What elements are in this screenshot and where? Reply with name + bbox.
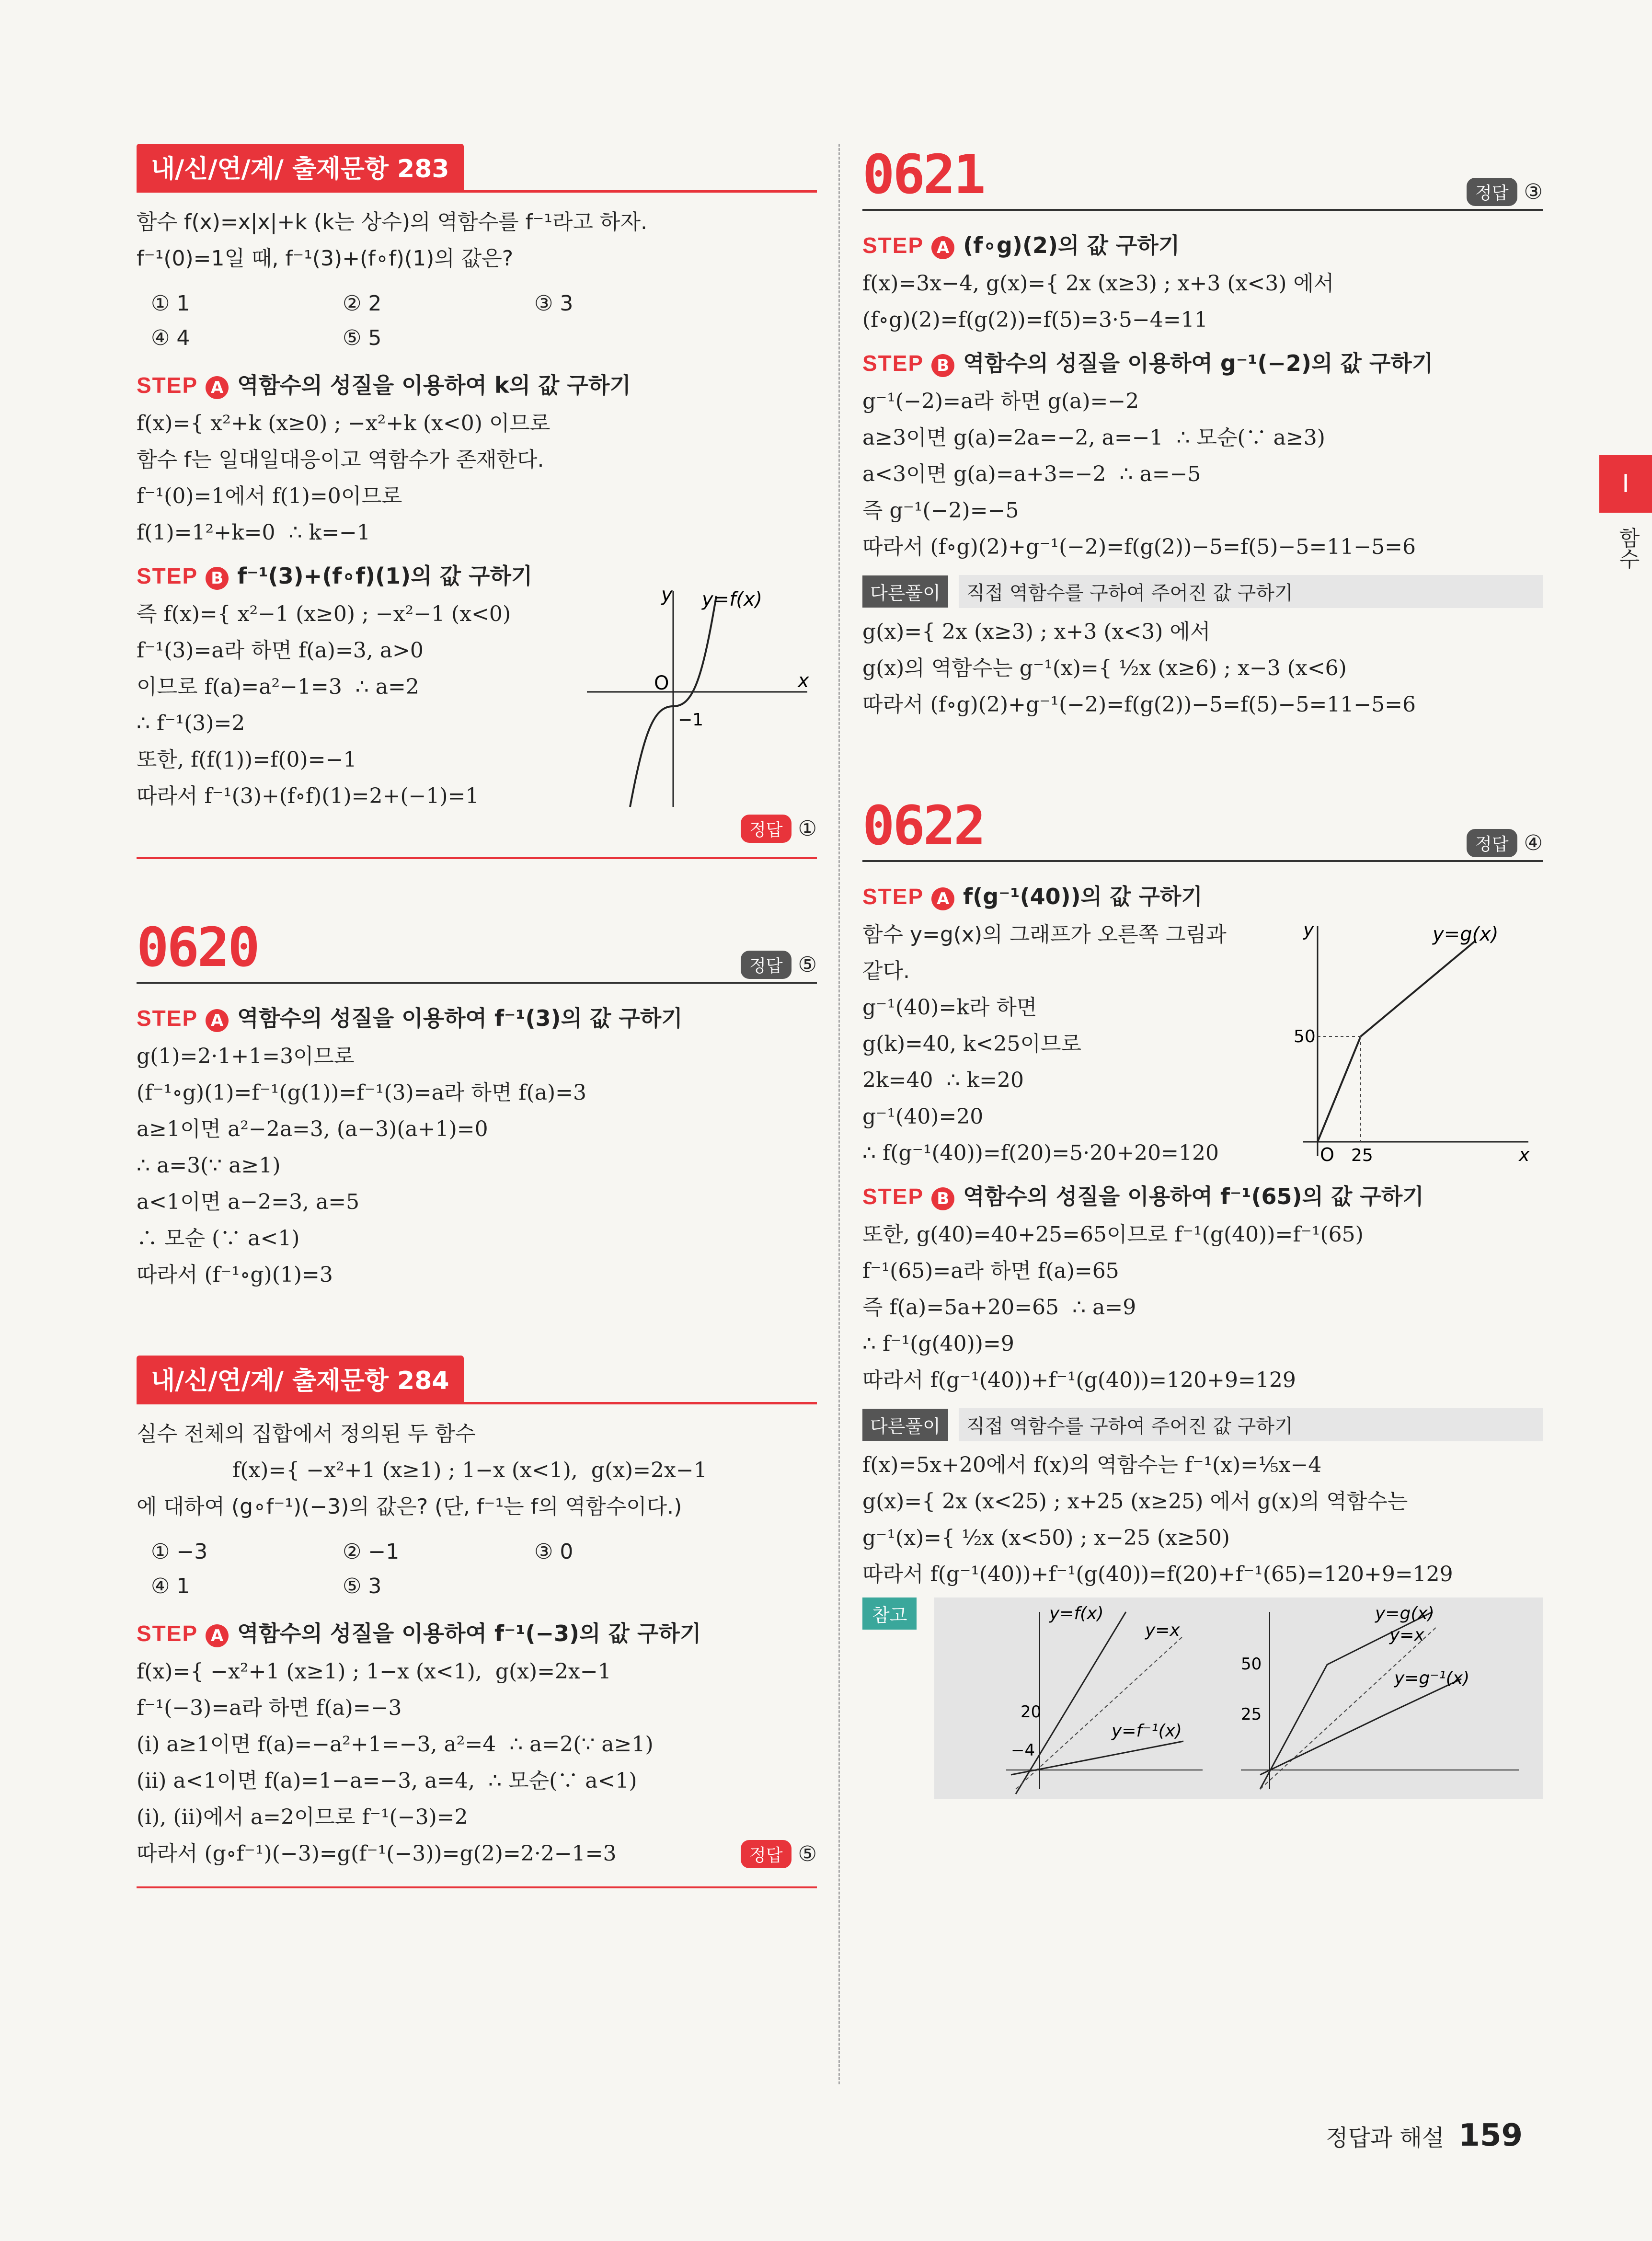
step-b-heading: STEP B f⁻¹(3)+(f∘f)(1)의 값 구하기 — [137, 563, 533, 589]
solution-line: a<3이면 g(a)=a+3=−2 ∴ a=−5 — [862, 462, 1201, 486]
problem-text: f⁻¹(0)=1일 때, f⁻¹(3)+(f∘f)(1)의 값은? — [137, 246, 514, 271]
solution-line: ∴ 모순 (∵ a<1) — [137, 1226, 300, 1251]
question-number: 0622 — [862, 795, 984, 857]
solution-line: g⁻¹(40)=k라 하면 — [862, 995, 1037, 1020]
problem-284-badge: 내/신/연/계/ 출제문항 284 — [137, 1356, 464, 1402]
y-axis-label: y — [661, 586, 673, 606]
tick-50: 50 — [1241, 1655, 1262, 1674]
reference-graphs — [934, 1597, 1543, 1799]
x-tick-label: 25 — [1351, 1146, 1373, 1165]
problem-text: 함수 f(x)=x|x|+k (k는 상수)의 역함수를 f⁻¹라고 하자. — [137, 210, 647, 234]
solution-line: 함수 f는 일대일대응이고 역함수가 존재한다. — [137, 448, 544, 472]
right-column — [862, 144, 1543, 1799]
step-b-heading: STEP B 역함수의 성질을 이용하여 f⁻¹(65)의 값 구하기 — [862, 1184, 1424, 1209]
solution-line: f⁻¹(−3)=a라 하면 f(a)=−3 — [137, 1696, 402, 1720]
solution-line: a≥3이면 g(a)=2a=−2, a=−1 ∴ 모순(∵ a≥3) — [862, 425, 1325, 450]
tick-20: 20 — [1021, 1702, 1042, 1722]
ginv-label: y=g⁻¹(x) — [1394, 1668, 1470, 1688]
solution-line: 따라서 f(g⁻¹(40))+f⁻¹(g(40))=120+9=129 — [862, 1368, 1296, 1392]
solution-line: 즉 f(x)={ x²−1 (x≥0) ; −x²−1 (x<0) — [137, 602, 511, 626]
answer: 정답 ① — [741, 815, 817, 843]
solution-line: 2k=40 ∴ k=20 — [862, 1068, 1024, 1092]
problem-text: f(x)={ −x²+1 (x≥1) ; 1−x (x<1), g(x)=2x−1 — [232, 1458, 707, 1483]
step-a-heading: STEP A 역함수의 성질을 이용하여 f⁻¹(3)의 값 구하기 — [137, 1005, 683, 1031]
step-a-heading: STEP A 역함수의 성질을 이용하여 k의 값 구하기 — [137, 372, 631, 398]
finv-label: y=f⁻¹(x) — [1112, 1721, 1182, 1741]
f-label: y=f(x) — [1049, 1604, 1104, 1623]
solution-line: (f⁻¹∘g)(1)=f⁻¹(g(1))=f⁻¹(3)=a라 하면 f(a)=3 — [137, 1080, 587, 1105]
solution-line: 같다. — [862, 959, 910, 983]
solution-line: a≥1이면 a²−2a=3, (a−3)(a+1)=0 — [137, 1117, 488, 1141]
solution-line: g(x)={ 2x (x≥3) ; x+3 (x<3) 에서 — [862, 620, 1211, 644]
problem-text: 실수 전체의 집합에서 정의된 두 함수 — [137, 1422, 476, 1446]
alternative-solution-header: 다른풀이 직접 역함수를 구하여 주어진 값 구하기 — [862, 575, 1543, 608]
cubic-graph-f — [577, 586, 817, 816]
curve-label: y=f(x) — [702, 588, 763, 610]
answer: 정답 ⑤ — [741, 951, 817, 979]
reference-box — [872, 1597, 1543, 1799]
solution-line: 또한, f(f(1))=f(0)=−1 — [137, 747, 357, 772]
question-0621 — [862, 144, 1543, 723]
solution-line: f⁻¹(65)=a라 하면 f(a)=65 — [862, 1259, 1119, 1283]
curve-label: y=g(x) — [1433, 923, 1499, 945]
origin-label: O — [654, 672, 669, 694]
problem-text: 에 대하여 (g∘f⁻¹)(−3)의 값은? (단, f⁻¹는 f의 역함수이다.) — [137, 1494, 682, 1519]
problem-283 — [137, 144, 817, 859]
step-a-heading: STEP A (f∘g)(2)의 값 구하기 — [862, 232, 1180, 258]
solution-line: f(1)=1²+k=0 ∴ k=−1 — [137, 520, 370, 545]
chapter-tab: Ⅰ — [1599, 455, 1652, 513]
page-footer — [1326, 2118, 1523, 2153]
solution-line: 즉 g⁻¹(−2)=−5 — [862, 498, 1019, 523]
step-a-heading: STEP A 역함수의 성질을 이용하여 f⁻¹(−3)의 값 구하기 — [137, 1620, 701, 1646]
solution-line: 이므로 f(a)=a²−1=3 ∴ a=2 — [137, 675, 419, 699]
solution-line: f⁻¹(3)=a라 하면 f(a)=3, a>0 — [137, 638, 424, 663]
y-tick-label: 50 — [1294, 1027, 1316, 1046]
question-number: 0620 — [137, 917, 258, 979]
solution-line: (ⅰ), (ⅱ)에서 a=2이므로 f⁻¹(−3)=2 — [137, 1805, 468, 1829]
solution-line: g⁻¹(−2)=a라 하면 g(a)=−2 — [862, 389, 1139, 414]
solution-line: 또한, g(40)=40+25=65이므로 f⁻¹(g(40))=f⁻¹(65) — [862, 1222, 1364, 1247]
solution-line: 즉 f(a)=5a+20=65 ∴ a=9 — [862, 1295, 1136, 1320]
column-divider — [838, 144, 840, 2084]
page-number: 159 — [1458, 2118, 1523, 2153]
tick-25: 25 — [1241, 1705, 1262, 1724]
solution-line: 따라서 (f⁻¹∘g)(1)=3 — [137, 1263, 333, 1287]
solution-line: g(k)=40, k<25이므로 — [862, 1032, 1082, 1056]
solution-line: 함수 y=g(x)의 그래프가 오른쪽 그림과 — [862, 922, 1227, 947]
solution-line: 따라서 (g∘f⁻¹)(−3)=g(f⁻¹(−3))=g(2)=2·2−1=3 — [137, 1841, 617, 1866]
choice: ④ 1 — [151, 1574, 190, 1598]
solution-line: g(x)={ 2x (x<25) ; x+25 (x≥25) 에서 g(x)의 역함수는 — [862, 1489, 1408, 1514]
solution-line: 따라서 f(g⁻¹(40))+f⁻¹(g(40))=f(20)+f⁻¹(65)=120+9=129 — [862, 1562, 1453, 1586]
choice-list — [151, 287, 817, 356]
problem-283-badge: 내/신/연/계/ 출제문항 283 — [137, 144, 464, 190]
x-axis-label: x — [1519, 1144, 1530, 1165]
g-label: y=g(x) — [1375, 1604, 1434, 1623]
answer: 정답 ③ — [1467, 178, 1543, 206]
question-number: 0621 — [862, 144, 984, 206]
solution-line: g(x)의 역함수는 g⁻¹(x)={ ½x (x≥6) ; x−3 (x<6) — [862, 656, 1347, 680]
choice: ⑤ 3 — [343, 1574, 382, 1598]
y-intercept-label: −1 — [678, 710, 704, 730]
yx-label-2: y=x — [1389, 1625, 1424, 1645]
question-0622 — [862, 795, 1543, 1799]
solution-line: ∴ a=3(∵ a≥1) — [137, 1153, 281, 1178]
problem-284 — [137, 1356, 817, 1888]
solution-line: ∴ f⁻¹(3)=2 — [137, 711, 245, 736]
tick-neg4: −4 — [1011, 1741, 1035, 1760]
choice: ① −3 — [151, 1540, 208, 1564]
solution-line: 따라서 (f∘g)(2)+g⁻¹(−2)=f(g(2))−5=f(5)−5=11−5=6 — [862, 535, 1416, 559]
y-axis-label: y — [1303, 919, 1314, 940]
x-axis-label: x — [798, 670, 809, 692]
solution-line: 따라서 (f∘g)(2)+g⁻¹(−2)=f(g(2))−5=f(5)−5=11−5=6 — [862, 692, 1416, 717]
solution-line: ∴ f⁻¹(g(40))=9 — [862, 1332, 1014, 1356]
solution-line: g⁻¹(40)=20 — [862, 1104, 984, 1129]
solution-line: a<1이면 a−2=3, a=5 — [137, 1190, 360, 1214]
choice: ③ 0 — [534, 1540, 574, 1564]
choice: ② −1 — [343, 1540, 400, 1564]
step-a-heading: STEP A f(g⁻¹(40))의 값 구하기 — [862, 884, 1203, 909]
choice: ② 2 — [343, 291, 382, 316]
choice-list — [151, 1535, 817, 1604]
solution-line: f(x)={ x²+k (x≥0) ; −x²+k (x<0) 이므로 — [137, 411, 551, 436]
solution-line: (ⅰ) a≥1이면 f(a)=−a²+1=−3, a²=4 ∴ a=2(∵ a≥1) — [137, 1732, 654, 1757]
solution-line: 따라서 f⁻¹(3)+(f∘f)(1)=2+(−1)=1 — [137, 784, 479, 808]
chapter-label: 함수 — [1615, 527, 1640, 569]
solution-line: f(x)=3x−4, g(x)={ 2x (x≥3) ; x+3 (x<3) 에서 — [862, 271, 1334, 296]
solution-line: f(x)={ −x²+1 (x≥1) ; 1−x (x<1), g(x)=2x−1 — [137, 1659, 611, 1684]
solution-line: f(x)=5x+20에서 f(x)의 역함수는 f⁻¹(x)=⅕x−4 — [862, 1453, 1322, 1477]
left-column — [137, 144, 817, 1888]
footer-label: 정답과 해설 — [1326, 2125, 1445, 2151]
choice: ① 1 — [151, 291, 190, 316]
choice: ③ 3 — [534, 291, 574, 316]
answer: 정답 ⑤ — [741, 1840, 817, 1868]
question-0620 — [137, 917, 817, 1293]
alternative-solution-header: 다른풀이 직접 역함수를 구하여 주어진 값 구하기 — [862, 1408, 1543, 1441]
piecewise-graph-g — [1289, 917, 1538, 1166]
yx-label: y=x — [1145, 1620, 1180, 1640]
solution-line: ∴ f(g⁻¹(40))=f(20)=5·20+20=120 — [862, 1141, 1219, 1165]
step-b-heading: STEP B 역함수의 성질을 이용하여 g⁻¹(−2)의 값 구하기 — [862, 350, 1434, 376]
origin-label: O — [1320, 1144, 1334, 1165]
solution-line: g⁻¹(x)={ ½x (x<50) ; x−25 (x≥50) — [862, 1526, 1230, 1550]
solution-line: (ⅱ) a<1이면 f(a)=1−a=−3, a=4, ∴ 모순(∵ a<1) — [137, 1769, 637, 1793]
choice: ⑤ 5 — [343, 326, 382, 350]
answer: 정답 ④ — [1467, 829, 1543, 857]
solution-line: (f∘g)(2)=f(g(2))=f(5)=3·5−4=11 — [862, 308, 1208, 332]
solution-line: f⁻¹(0)=1에서 f(1)=0이므로 — [137, 484, 402, 508]
choice: ④ 4 — [151, 326, 190, 350]
solution-line: g(1)=2·1+1=3이므로 — [137, 1044, 355, 1069]
reference-tag: 참고 — [862, 1597, 917, 1630]
